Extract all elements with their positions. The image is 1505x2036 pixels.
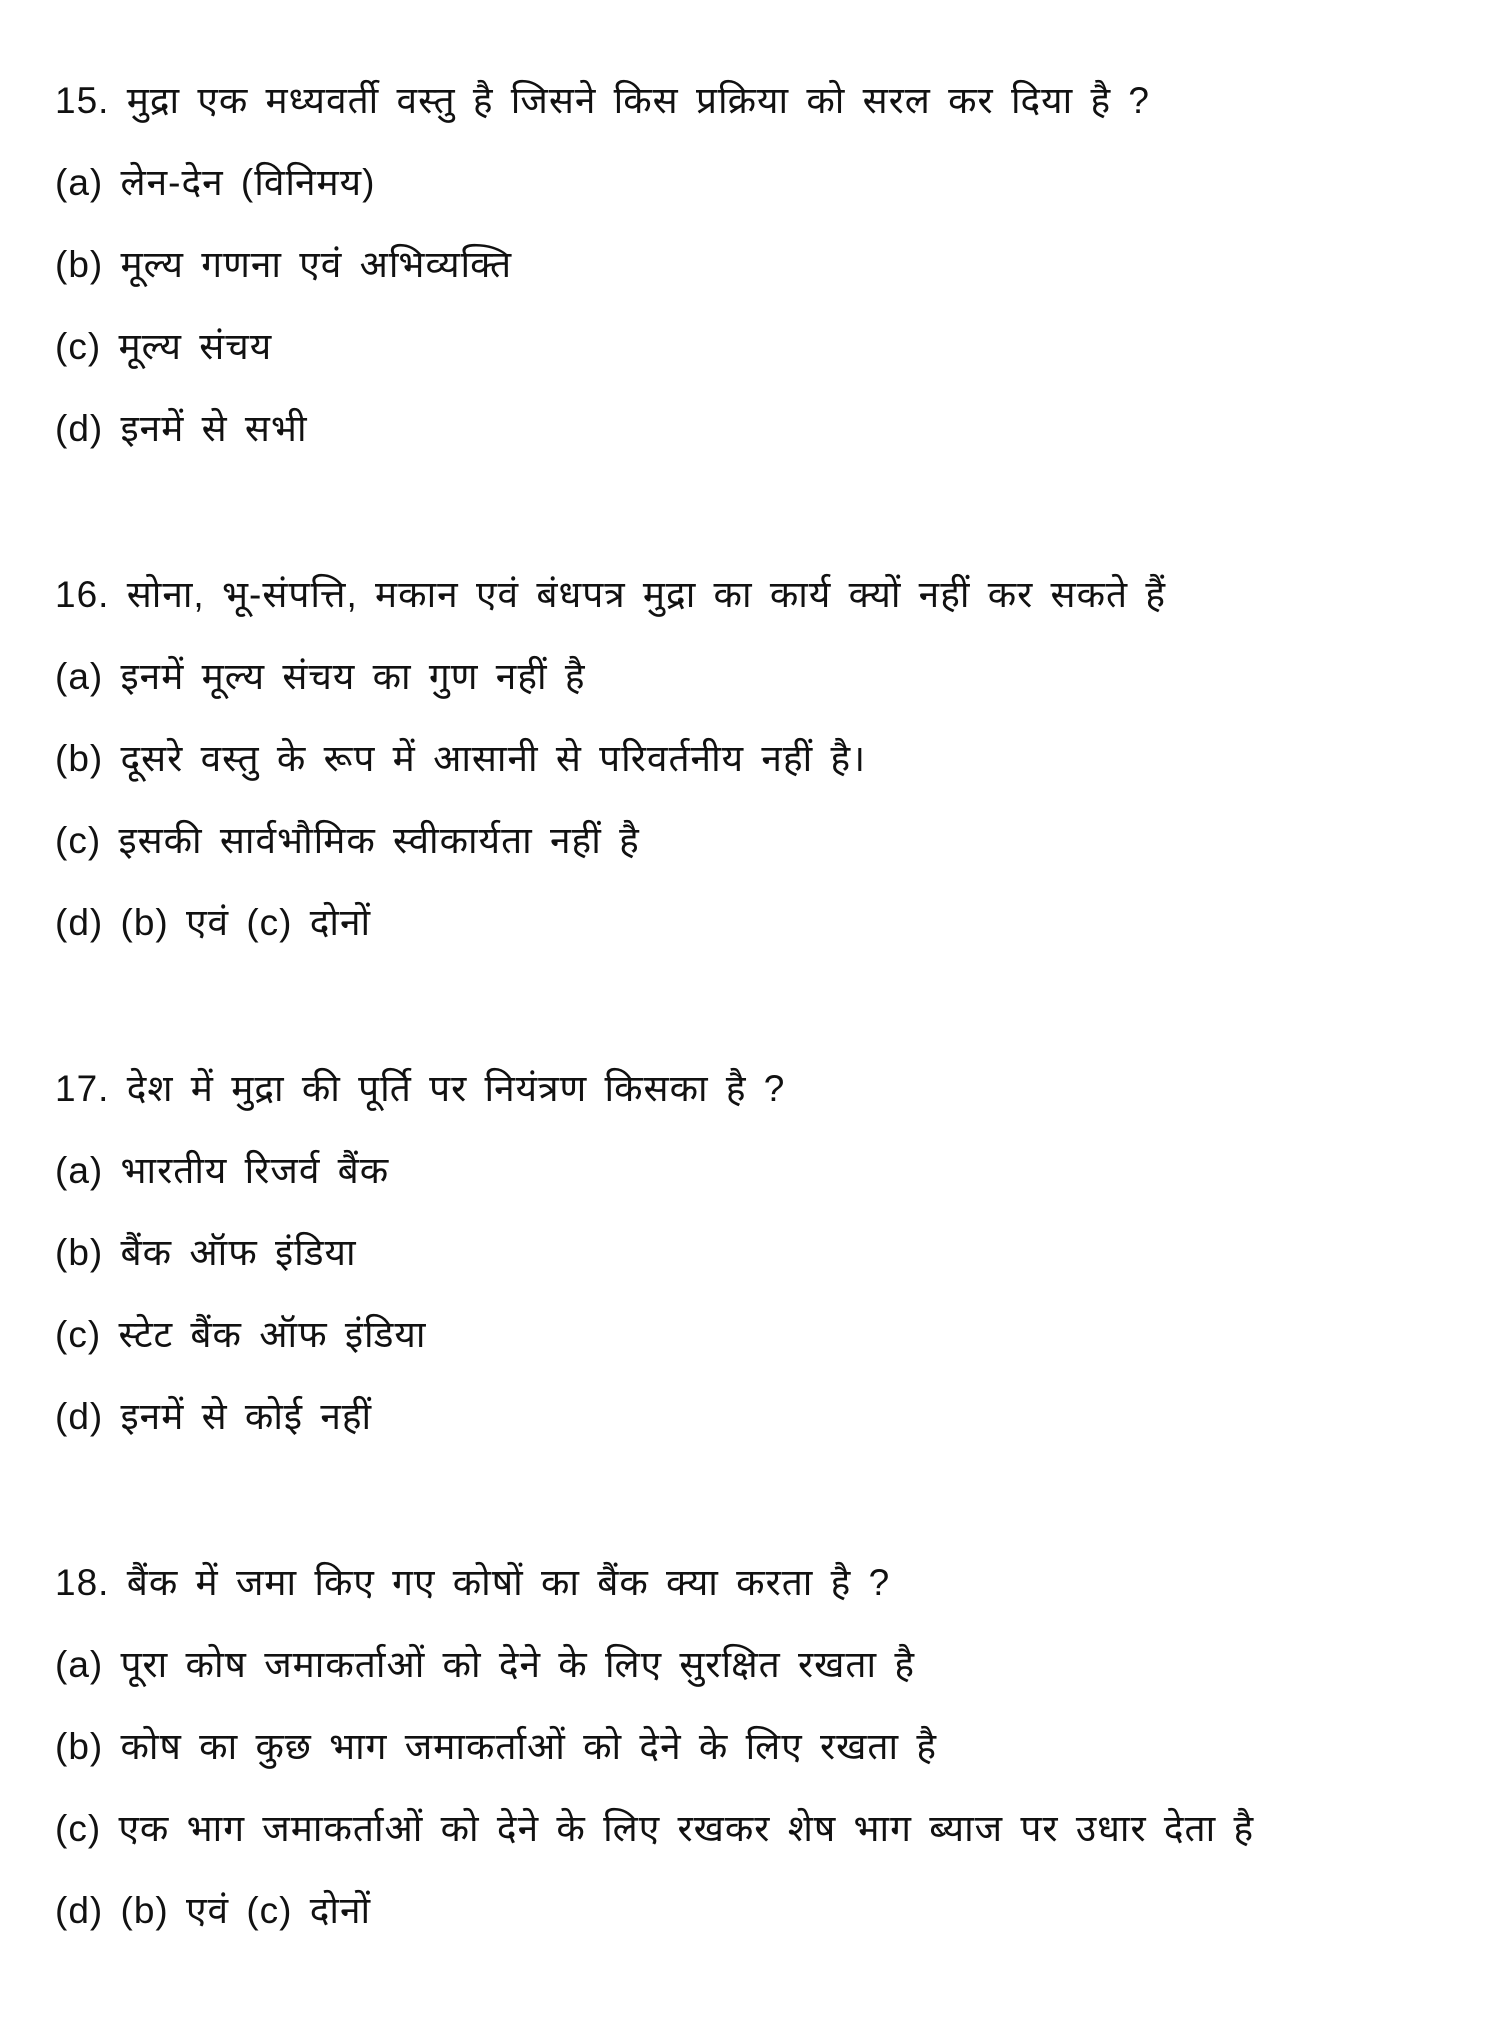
option-label: (a)	[55, 1150, 104, 1191]
answer-option	[55, 882, 1465, 964]
option-text: भारतीय रिजर्व बैंक	[120, 1150, 390, 1191]
option-label: (c)	[55, 1314, 102, 1355]
answer-option	[55, 224, 1465, 306]
question-number: 17.	[55, 1068, 110, 1109]
option-text: (b) एवं (c) दोनों	[120, 902, 372, 943]
option-text: लेन-देन (विनिमय)	[120, 162, 376, 203]
answer-option	[55, 142, 1465, 224]
option-text: बैंक ऑफ इंडिया	[120, 1232, 357, 1273]
option-label: (a)	[55, 656, 104, 697]
answer-option	[55, 388, 1465, 470]
question-stem	[55, 554, 1465, 636]
question-15	[55, 60, 1465, 470]
question-stem	[55, 1542, 1465, 1624]
question-page	[55, 60, 1465, 2036]
answer-option	[55, 1870, 1465, 1952]
question-16	[55, 554, 1465, 964]
option-text: पूरा कोष जमाकर्ताओं को देने के लिए सुरक्षित रखता है	[120, 1644, 916, 1685]
question-stem	[55, 1048, 1465, 1130]
option-text: कोष का कुछ भाग जमाकर्ताओं को देने के लिए रखता है	[120, 1726, 937, 1767]
question-stem	[55, 60, 1465, 142]
question-17	[55, 1048, 1465, 1458]
option-label: (c)	[55, 820, 102, 861]
option-text: इनमें मूल्य संचय का गुण नहीं है	[120, 656, 586, 697]
question-number: 15.	[55, 80, 110, 121]
option-label: (c)	[55, 1808, 102, 1849]
option-text: दूसरे वस्तु के रूप में आसानी से परिवर्तनीय नहीं है।	[120, 738, 867, 779]
option-text: इसकी सार्वभौमिक स्वीकार्यता नहीं है	[118, 820, 640, 861]
option-label: (a)	[55, 1644, 104, 1685]
option-text: मूल्य गणना एवं अभिव्यक्ति	[120, 244, 513, 285]
option-text: इनमें से सभी	[120, 408, 308, 449]
question-number: 16.	[55, 574, 110, 615]
option-label: (d)	[55, 902, 104, 943]
question-text: बैंक में जमा किए गए कोषों का बैंक क्या करता है ?	[126, 1562, 891, 1603]
answer-option	[55, 1624, 1465, 1706]
option-label: (b)	[55, 738, 104, 779]
option-text: (b) एवं (c) दोनों	[120, 1890, 372, 1931]
answer-option	[55, 1788, 1465, 1870]
question-text: सोना, भू-संपत्ति, मकान एवं बंधपत्र मुद्रा का कार्य क्यों नहीं कर सकते हैं	[126, 574, 1167, 615]
option-text: एक भाग जमाकर्ताओं को देने के लिए रखकर शेष भाग ब्याज पर उधार देता है	[118, 1808, 1255, 1849]
answer-option	[55, 1130, 1465, 1212]
answer-option	[55, 636, 1465, 718]
question-18	[55, 1542, 1465, 1952]
option-label: (d)	[55, 408, 104, 449]
answer-option	[55, 306, 1465, 388]
option-text: मूल्य संचय	[118, 326, 273, 367]
option-label: (a)	[55, 162, 104, 203]
answer-option	[55, 1212, 1465, 1294]
option-text: स्टेट बैंक ऑफ इंडिया	[118, 1314, 427, 1355]
option-text: इनमें से कोई नहीं	[120, 1396, 373, 1437]
answer-option	[55, 800, 1465, 882]
question-text: देश में मुद्रा की पूर्ति पर नियंत्रण किसका है ?	[126, 1068, 786, 1109]
question-number: 18.	[55, 1562, 110, 1603]
option-label: (d)	[55, 1396, 104, 1437]
option-label: (b)	[55, 1232, 104, 1273]
option-label: (d)	[55, 1890, 104, 1931]
answer-option	[55, 1706, 1465, 1788]
answer-option	[55, 1294, 1465, 1376]
option-label: (c)	[55, 326, 102, 367]
question-text: मुद्रा एक मध्यवर्ती वस्तु है जिसने किस प्रक्रिया को सरल कर दिया है ?	[126, 80, 1150, 121]
answer-option	[55, 1376, 1465, 1458]
option-label: (b)	[55, 244, 104, 285]
answer-option	[55, 718, 1465, 800]
option-label: (b)	[55, 1726, 104, 1767]
